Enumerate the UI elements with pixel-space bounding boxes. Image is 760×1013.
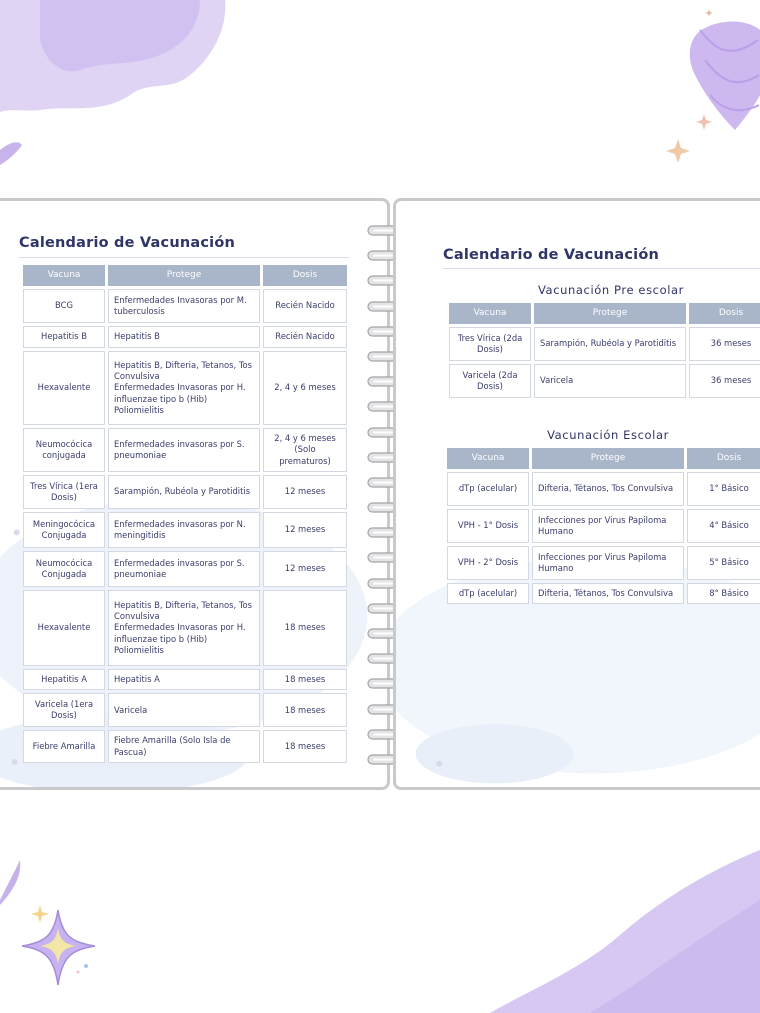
title-divider bbox=[443, 268, 760, 269]
section-title-preescolar: Vacunación Pre escolar bbox=[537, 283, 684, 297]
cell-dosis: 4° Básico bbox=[687, 509, 760, 543]
cell-vacuna: Neumocócica Conjugada bbox=[23, 551, 105, 587]
title-divider bbox=[19, 257, 349, 258]
cell-protege: Enfermedades invasoras por N. meningitidis bbox=[108, 512, 260, 548]
table-header-row bbox=[23, 265, 347, 286]
header-vacuna: Vacuna bbox=[449, 303, 531, 324]
cell-dosis: 18 meses bbox=[263, 590, 347, 666]
cell-dosis: 1° Básico bbox=[687, 472, 760, 506]
cell-protege: Hepatitis B, Difteria, Tetanos, Tos Convulsiva Enfermedades Invasoras por H. influenzae tipo b (Hib) Poliomielitis bbox=[108, 590, 260, 666]
header-vacuna: Vacuna bbox=[23, 265, 105, 286]
table-row bbox=[23, 590, 347, 666]
table-row bbox=[23, 730, 347, 763]
cell-protege: Varicela bbox=[108, 693, 260, 727]
table-header-row bbox=[449, 303, 760, 324]
watercolor-splash-top-left bbox=[0, 0, 240, 170]
table-row bbox=[447, 546, 760, 580]
table-row bbox=[23, 669, 347, 690]
cell-dosis: 8° Básico bbox=[687, 583, 760, 604]
cell-protege: Hepatitis A bbox=[108, 669, 260, 690]
page-title: Calendario de Vacunación bbox=[443, 247, 659, 263]
cell-protege: Difteria, Tétanos, Tos Convulsiva bbox=[532, 472, 684, 506]
cell-protege: Hepatitis B bbox=[108, 326, 260, 348]
table-row bbox=[447, 472, 760, 506]
cell-dosis: 12 meses bbox=[263, 512, 347, 548]
cell-vacuna: Hepatitis A bbox=[23, 669, 105, 690]
table-row bbox=[449, 327, 760, 361]
cell-vacuna: VPH - 1° Dosis bbox=[447, 509, 529, 543]
cell-dosis: Recién Nacido bbox=[263, 326, 347, 348]
table-row bbox=[23, 551, 347, 587]
cell-protege: Sarampión, Rubéola y Parotiditis bbox=[534, 327, 686, 361]
header-dosis: Dosis bbox=[687, 448, 760, 469]
cell-dosis: 5° Básico bbox=[687, 546, 760, 580]
cell-vacuna: Hexavalente bbox=[23, 590, 105, 666]
cell-vacuna: Tres Vírica (1era Dosis) bbox=[23, 475, 105, 509]
table-row bbox=[23, 326, 347, 348]
table-row bbox=[23, 693, 347, 727]
cell-protege: Enfermedades invasoras por S. pneumoniae bbox=[108, 551, 260, 587]
cell-dosis: 18 meses bbox=[263, 669, 347, 690]
cell-protege: Hepatitis B, Difteria, Tetanos, Tos Convulsiva Enfermedades Invasoras por H. influenzae tipo b (Hib) Poliomielitis bbox=[108, 351, 260, 425]
page-title: Calendario de Vacunación bbox=[19, 235, 235, 251]
cell-vacuna: Tres Vírica (2da Dosis) bbox=[449, 327, 531, 361]
header-vacuna: Vacuna bbox=[447, 448, 529, 469]
cell-vacuna: Neumocócica conjugada bbox=[23, 428, 105, 472]
vaccination-table-escolar bbox=[444, 445, 760, 607]
table-row bbox=[23, 351, 347, 425]
cell-protege: Sarampión, Rubéola y Parotiditis bbox=[108, 475, 260, 509]
cell-vacuna: Fiebre Amarilla bbox=[23, 730, 105, 763]
header-protege: Protege bbox=[108, 265, 260, 286]
cell-dosis: 18 meses bbox=[263, 693, 347, 727]
cell-protege: Fiebre Amarilla (Solo Isla de Pascua) bbox=[108, 730, 260, 763]
cell-protege: Varicela bbox=[534, 364, 686, 398]
cell-vacuna: dTp (acelular) bbox=[447, 472, 529, 506]
cell-vacuna: dTp (acelular) bbox=[447, 583, 529, 604]
cell-protege: Infecciones por Virus Papiloma Humano bbox=[532, 546, 684, 580]
vaccination-table-infant bbox=[20, 262, 350, 766]
header-dosis: Dosis bbox=[263, 265, 347, 286]
header-protege: Protege bbox=[534, 303, 686, 324]
table-row bbox=[23, 428, 347, 472]
cell-vacuna: Hepatitis B bbox=[23, 326, 105, 348]
header-protege: Protege bbox=[532, 448, 684, 469]
table-row bbox=[23, 512, 347, 548]
cell-vacuna: Meningocócica Conjugada bbox=[23, 512, 105, 548]
cell-dosis: 12 meses bbox=[263, 551, 347, 587]
cell-dosis: 36 meses bbox=[689, 364, 760, 398]
watercolor-splash-bottom-right bbox=[470, 840, 760, 1013]
cell-dosis: 18 meses bbox=[263, 730, 347, 763]
table-row bbox=[23, 475, 347, 509]
table-header-row bbox=[447, 448, 760, 469]
cell-protege: Enfermedades invasoras por S. pneumoniae bbox=[108, 428, 260, 472]
cell-dosis: 12 meses bbox=[263, 475, 347, 509]
vaccination-table-preescolar bbox=[446, 300, 760, 401]
star-sparkle-icon bbox=[0, 860, 110, 1010]
cell-dosis: Recién Nacido bbox=[263, 289, 347, 323]
cell-protege: Enfermedades Invasoras por M. tuberculosis bbox=[108, 289, 260, 323]
left-notebook-page bbox=[0, 198, 390, 790]
cell-dosis: 36 meses bbox=[689, 327, 760, 361]
cell-dosis: 2, 4 y 6 meses (Solo prematuros) bbox=[263, 428, 347, 472]
table-row bbox=[447, 509, 760, 543]
section-title-escolar: Vacunación Escolar bbox=[547, 428, 669, 442]
table-row bbox=[447, 583, 760, 604]
cell-vacuna: VPH - 2° Dosis bbox=[447, 546, 529, 580]
cell-protege: Infecciones por Virus Papiloma Humano bbox=[532, 509, 684, 543]
cell-vacuna: BCG bbox=[23, 289, 105, 323]
right-notebook-page bbox=[393, 198, 760, 790]
heart-doodle-icon bbox=[660, 0, 760, 170]
cell-vacuna: Varicela (1era Dosis) bbox=[23, 693, 105, 727]
cell-vacuna: Varicela (2da Dosis) bbox=[449, 364, 531, 398]
table-row bbox=[23, 289, 347, 323]
table-row bbox=[449, 364, 760, 398]
cell-vacuna: Hexavalente bbox=[23, 351, 105, 425]
header-dosis: Dosis bbox=[689, 303, 760, 324]
cell-dosis: 2, 4 y 6 meses bbox=[263, 351, 347, 425]
cell-protege: Difteria, Tétanos, Tos Convulsiva bbox=[532, 583, 684, 604]
